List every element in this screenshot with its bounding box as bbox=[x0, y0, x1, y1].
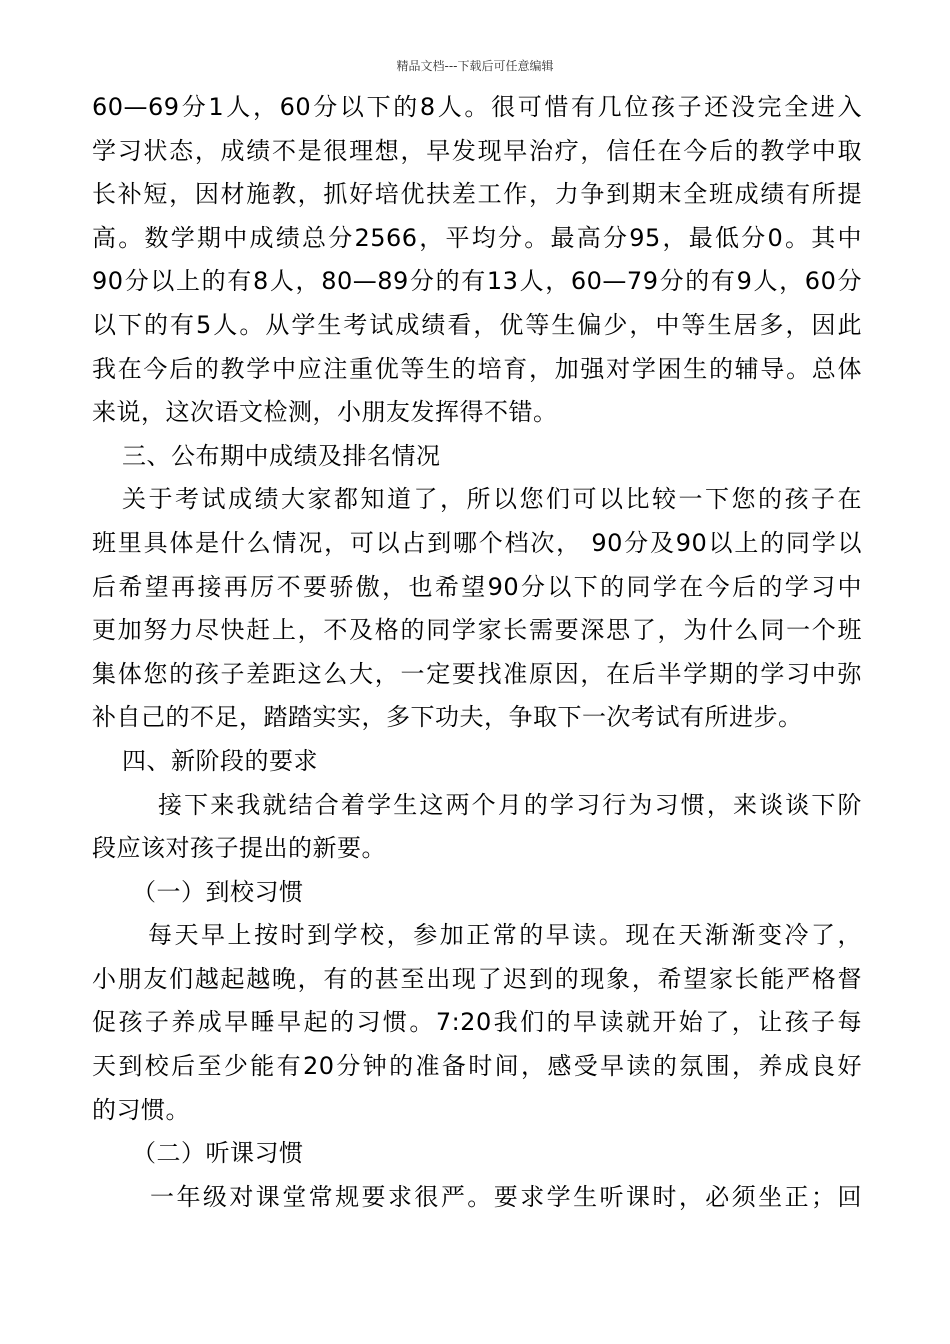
text-line: 的习惯。 bbox=[92, 1095, 190, 1124]
text-line: 补自己的不足，踏踏实实，多下功夫，争取下一次考试有所进步。 bbox=[92, 703, 803, 732]
text-line: 来说，这次语文检测，小朋友发挥得不错。 bbox=[92, 398, 558, 427]
text-line: 更加努力尽快赶上，不及格的同学家长需要深思了，为什么同一个班 bbox=[92, 616, 862, 645]
page-header: 精品文档---下载后可任意编辑 bbox=[396, 59, 554, 73]
section-heading: 三、公布期中成绩及排名情况 bbox=[122, 441, 441, 470]
text-line: 每天早上按时到学校，参加正常的早读。现在天渐渐变冷了， bbox=[148, 921, 862, 950]
text-line: 班里具体是什么情况，可以占到哪个档次， 90分及90以上的同学以 bbox=[92, 528, 862, 557]
text-line: 高。数学期中成绩总分2566，平均分。最高分95，最低分0。其中 bbox=[92, 223, 862, 252]
section-heading: 四、新阶段的要求 bbox=[122, 746, 318, 775]
document-body bbox=[92, 86, 862, 1219]
text-line: 以下的有5人。从学生考试成绩看，优等生偏少，中等生居多，因此 bbox=[92, 310, 862, 339]
text-line: 后希望再接再厉不要骄傲，也希望90分以下的同学在今后的学习中 bbox=[92, 572, 862, 601]
text-line: 长补短，因材施教，抓好培优扶差工作，力争到期末全班成绩有所提 bbox=[92, 180, 862, 209]
text-line: 接下来我就结合着学生这两个月的学习行为习惯，来谈谈下阶 bbox=[158, 790, 862, 819]
subsection-heading: （二）听课习惯 bbox=[132, 1139, 304, 1168]
text-line: 段应该对孩子提出的新要。 bbox=[92, 834, 386, 863]
text-line: 60—69分1人，60分以下的8人。很可惜有几位孩子还没完全进入 bbox=[92, 93, 862, 121]
text-line: 关于考试成绩大家都知道了，所以您们可以比较一下您的孩子在 bbox=[122, 485, 862, 514]
text-line: 集体您的孩子差距这么大，一定要找准原因，在后半学期的学习中弥 bbox=[92, 659, 862, 688]
text-line: 一年级对课堂常规要求很严。要求学生听课时，必须坐正；回 bbox=[150, 1182, 862, 1211]
subsection-heading: （一）到校习惯 bbox=[132, 877, 304, 906]
text-line: 90分以上的有8人，80—89分的有13人，60—79分的有9人，60分 bbox=[92, 267, 862, 296]
text-line: 小朋友们越起越晚，有的甚至出现了迟到的现象，希望家长能严格督 bbox=[92, 964, 862, 993]
text-line: 促孩子养成早睡早起的习惯。7:20我们的早读就开始了，让孩子每 bbox=[92, 1008, 862, 1037]
text-line: 我在今后的教学中应注重优等生的培育，加强对学困生的辅导。总体 bbox=[92, 354, 862, 383]
text-line: 学习状态，成绩不是很理想，早发现早治疗，信任在今后的教学中取 bbox=[92, 136, 862, 165]
text-line: 天到校后至少能有20分钟的准备时间，感受早读的氛围，养成良好 bbox=[92, 1052, 862, 1081]
